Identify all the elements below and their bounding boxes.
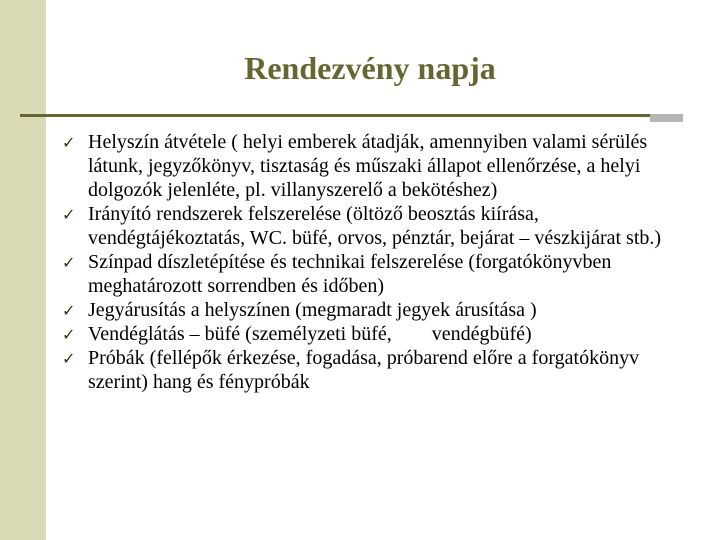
check-icon: ✓ [62, 301, 76, 320]
title-divider [20, 114, 650, 117]
check-icon: ✓ [62, 325, 76, 344]
slide-title: Rendezvény napja [244, 50, 496, 86]
bullet-text: Színpad díszletépítése és technikai felszerelése (forgatókönyvben meghatározott sorrendben és időben) [88, 251, 612, 297]
bullet-item [60, 346, 670, 394]
bullet-item [60, 202, 670, 250]
bullet-text: Próbák (fellépők érkezése, fogadása, próbarend előre a forgatókönyv szerint) hang és fénypróbák [88, 347, 640, 393]
bullet-text: Helyszín átvétele ( helyi emberek átadják, amennyiben valami sérülés látunk, jegyzőkönyv, tisztaság és műszaki állapot ellenőrzése, a helyi dolgozók jelenléte, pl. villanyszerelő a bekötéshez) [88, 131, 648, 201]
bullet-item [60, 322, 670, 346]
bullet-text: Jegyárusítás a helyszínen (megmaradt jegyek árusítása ) [88, 299, 537, 321]
bullet-item [60, 298, 670, 322]
bullet-text: Irányító rendszerek felszerelése (öltöző beosztás kiírása, vendégtájékoztatás, WC. büfé, orvos, pénztár, bejárat – vészkijárat stb.) [88, 203, 662, 249]
bullet-item [60, 130, 670, 202]
bullet-text: Vendéglátás – büfé (személyzeti büfé, vendégbüfé) [88, 323, 532, 345]
side-bar [0, 0, 46, 540]
bullet-item [60, 250, 670, 298]
check-icon: ✓ [62, 205, 76, 224]
check-icon: ✓ [62, 349, 76, 368]
check-icon: ✓ [62, 133, 76, 152]
title-divider-accent [650, 114, 683, 122]
bullet-list [60, 130, 670, 394]
check-icon: ✓ [62, 253, 76, 272]
